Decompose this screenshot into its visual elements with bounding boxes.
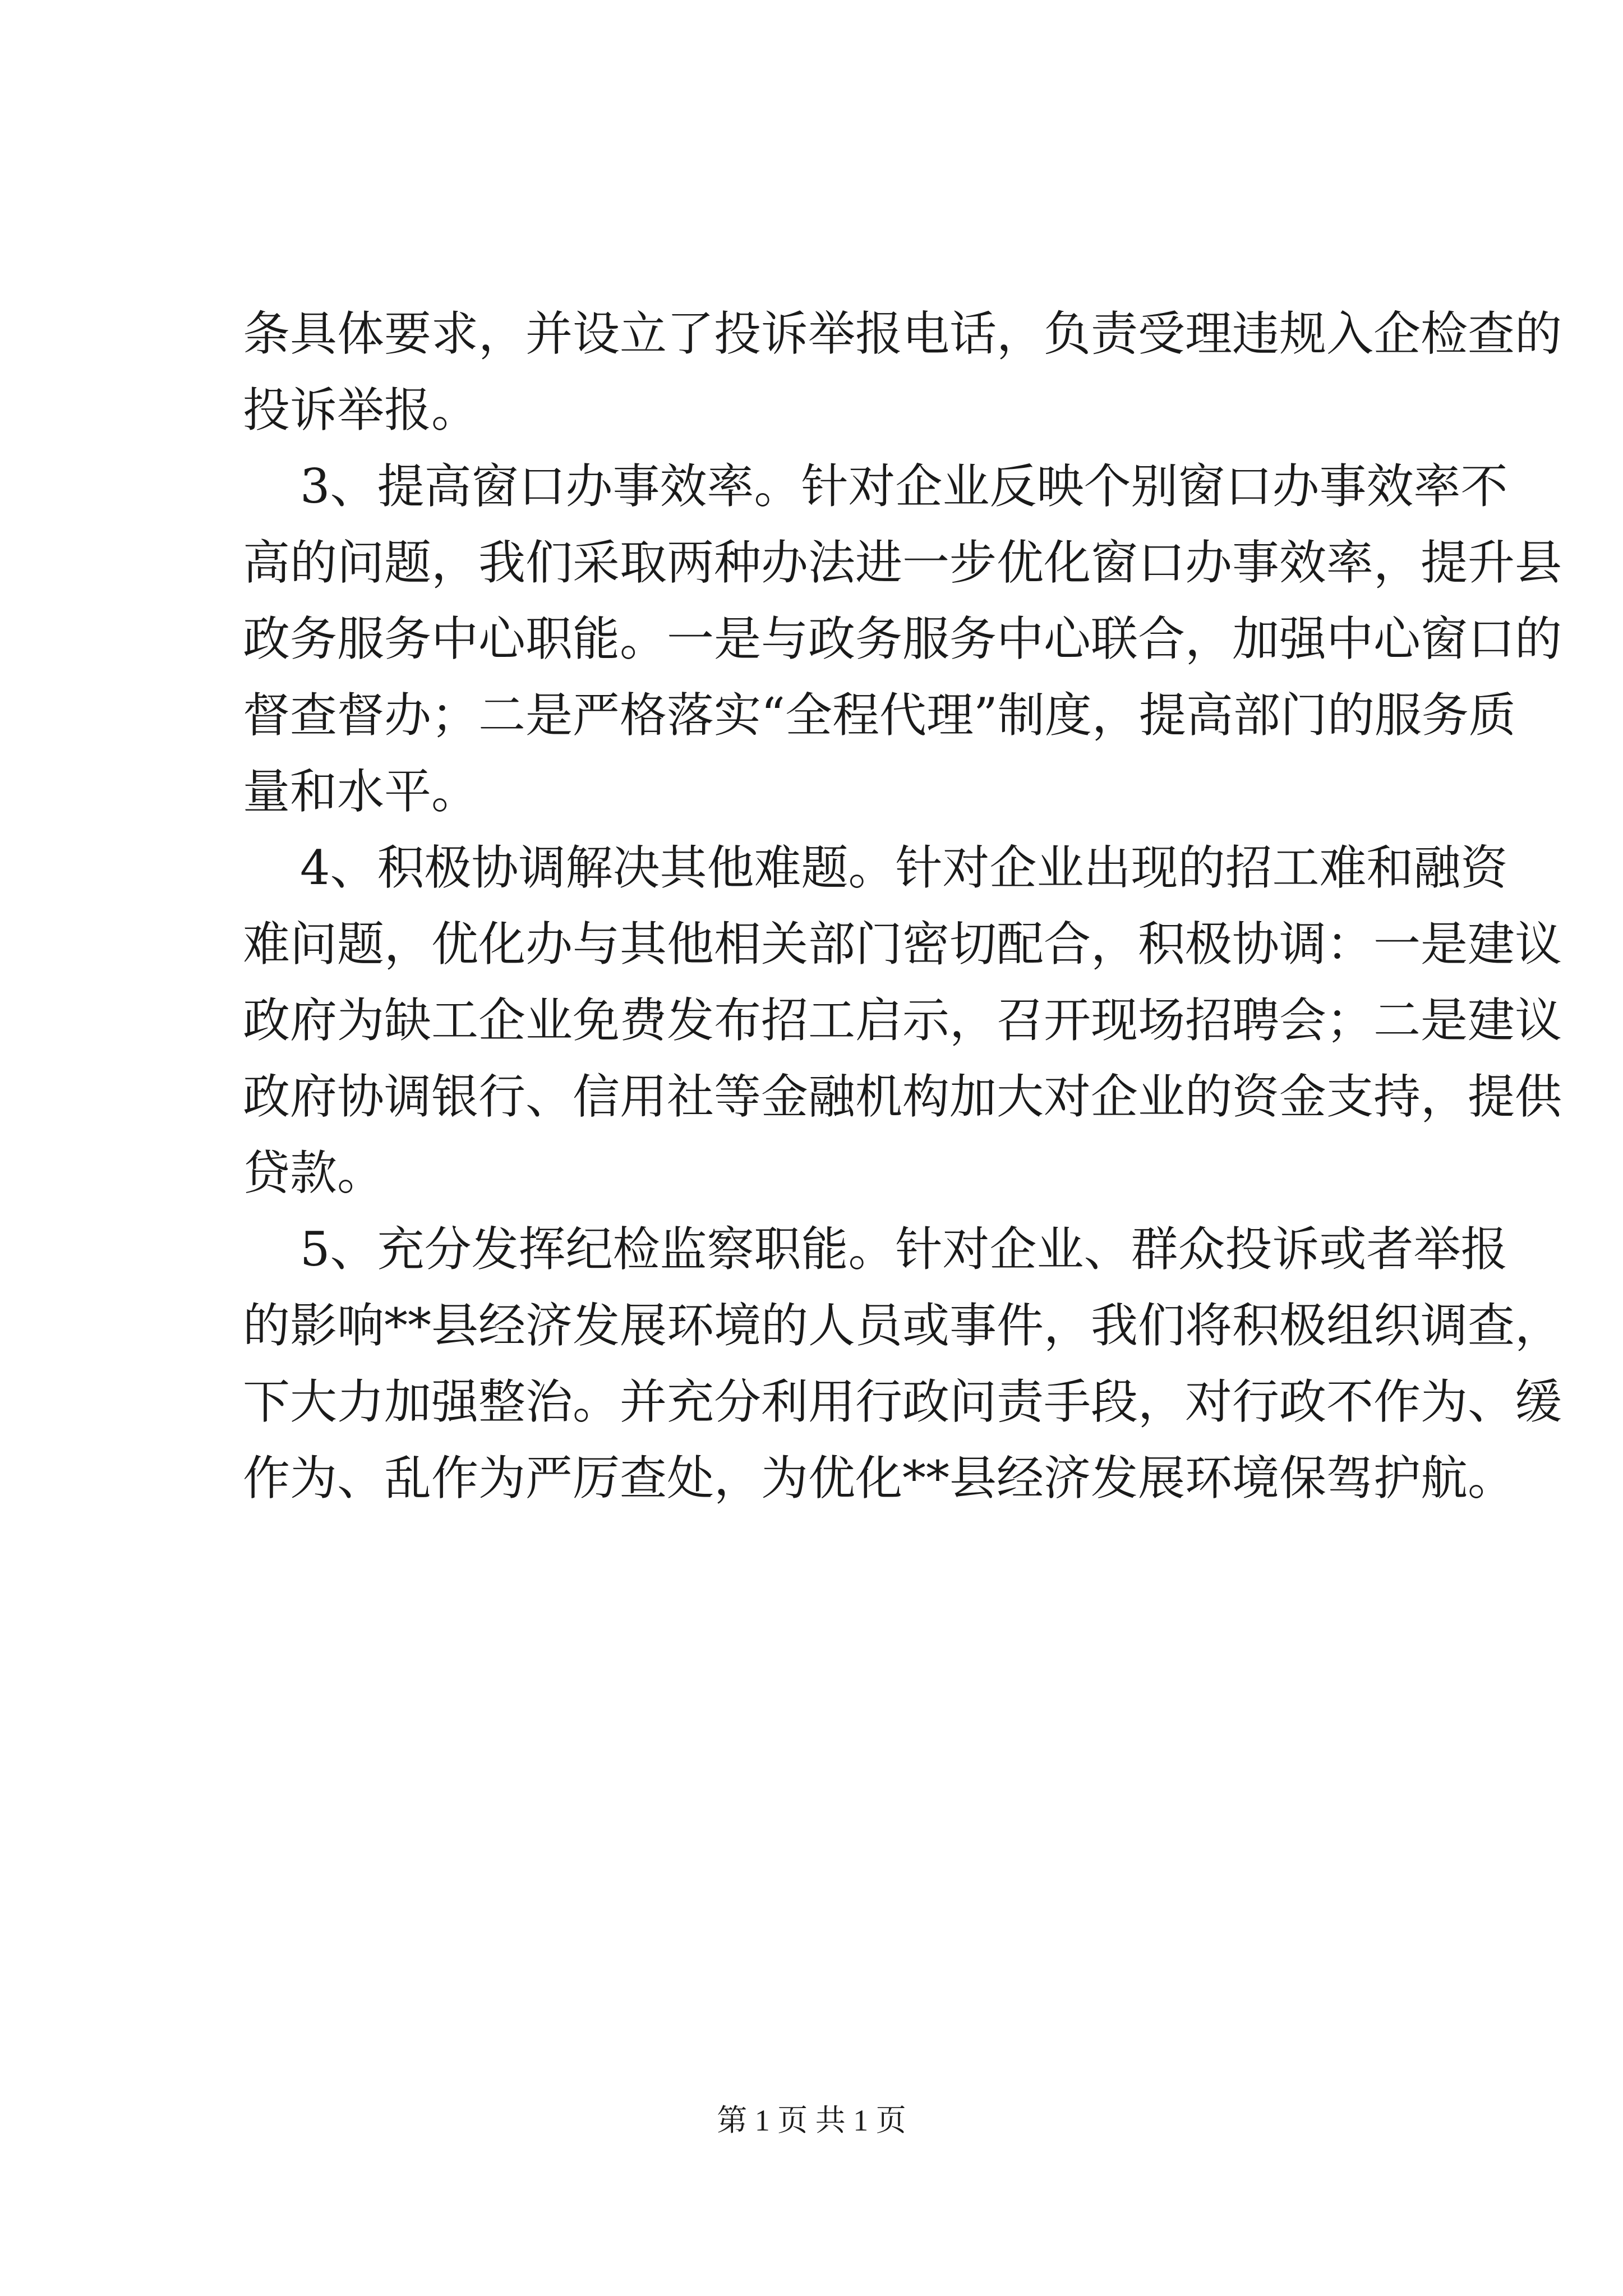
body-line: 政务服务中心职能。一是与政务服务中心联合，加强中心窗口的 — [243, 611, 1562, 666]
body-line: 政府协调银行、信用社等金融机构加大对企业的资金支持，提供 — [243, 1069, 1562, 1124]
body-line: 督查督办；二是严格落实“全程代理”制度，提高部门的服务质 — [243, 688, 1516, 743]
body-line: 的影响**县经济发展环境的人员或事件，我们将积极组织调查， — [243, 1298, 1562, 1353]
body-line: 高的问题，我们采取两种办法进一步优化窗口办事效率，提升县 — [243, 535, 1562, 590]
body-line: 政府为缺工企业免费发布招工启示，召开现场招聘会；二是建议 — [243, 993, 1562, 1048]
page-number-footer: 第 1 页 共 1 页 — [717, 2104, 906, 2137]
body-line: 作为、乱作为严厉查处，为优化**县经济发展环境保驾护航。 — [243, 1451, 1515, 1506]
body-line: 条具体要求，并设立了投诉举报电话，负责受理违规入企检查的 — [243, 306, 1562, 361]
body-line: 下大力加强整治。并充分利用行政问责手段，对行政不作为、缓 — [243, 1374, 1562, 1429]
body-line: 量和水平。 — [243, 764, 479, 819]
body-line: 3、提高窗口办事效率。针对企业反映个别窗口办事效率不 — [300, 459, 1508, 514]
body-line: 贷款。 — [243, 1145, 385, 1200]
body-line: 5、充分发挥纪检监察职能。针对企业、群众投诉或者举报 — [300, 1222, 1508, 1277]
body-line: 4、积极协调解决其他难题。针对企业出现的招工难和融资 — [300, 840, 1508, 895]
body-line: 投诉举报。 — [243, 383, 479, 438]
body-line: 难问题，优化办与其他相关部门密切配合，积极协调：一是建议 — [243, 917, 1562, 972]
